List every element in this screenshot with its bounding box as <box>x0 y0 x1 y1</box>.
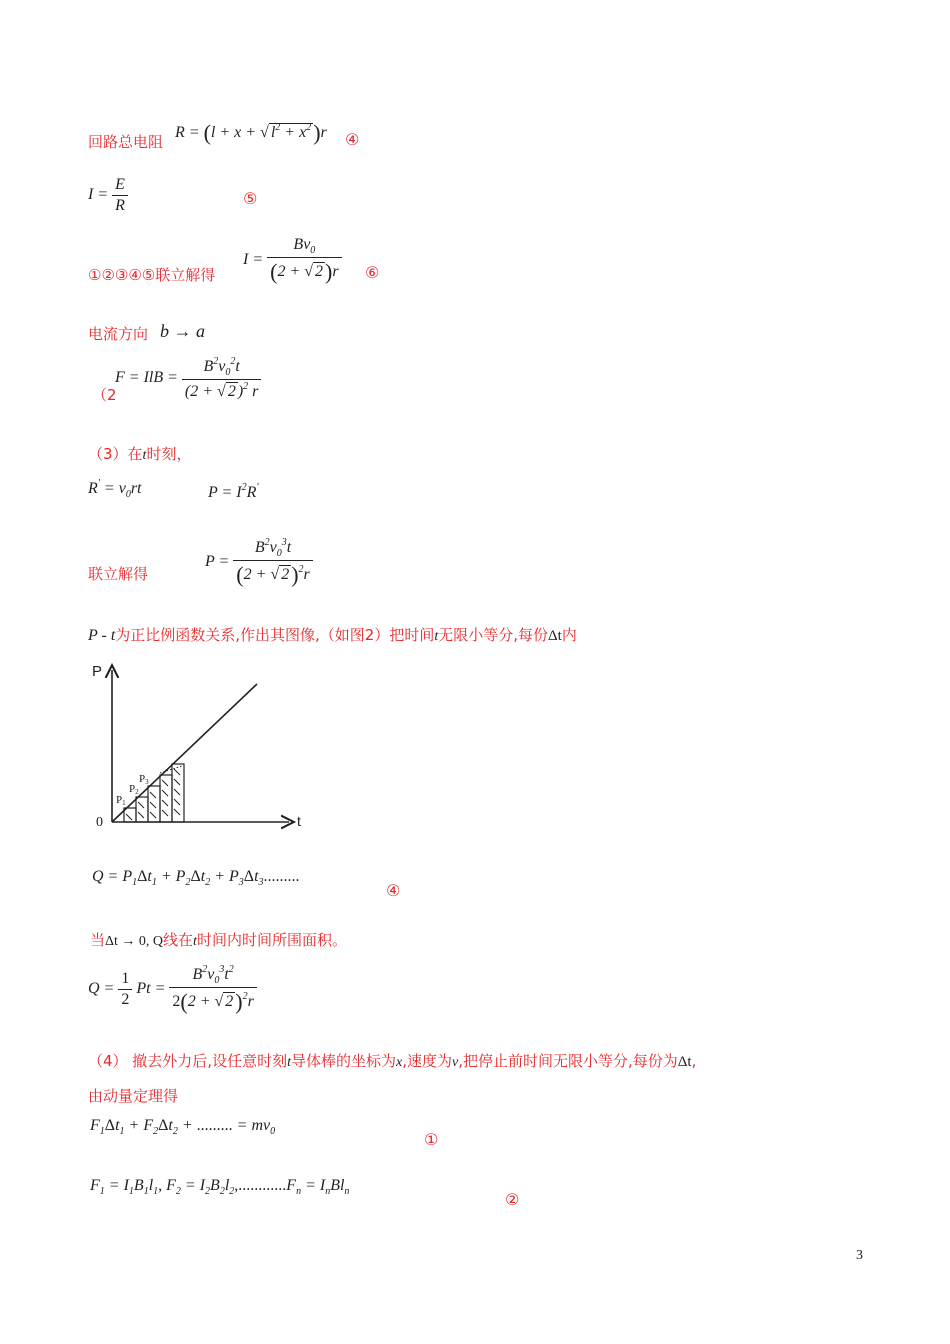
combined-solve-label: ①②③④⑤联立解得 <box>88 266 216 284</box>
power-solution-formula: P = $\frac{B^2v_0^3t}{(2 + √ 2)^2r}$ <box>205 537 313 588</box>
current-direction-formula: b → a <box>160 321 205 341</box>
page-number: 3 <box>856 1248 863 1263</box>
p1-label: P1 <box>116 794 126 807</box>
equation-mark-4b: ④ <box>386 881 401 900</box>
time-variable-4: t <box>287 1055 291 1070</box>
delta-t-variable: Δt <box>548 628 562 644</box>
graph-description-a: 为正比例函数关系,作出其图像,（如图2）把时间 <box>115 626 435 644</box>
part-3-text-b: 时刻， <box>146 445 192 463</box>
part-4-text-e: , <box>691 1052 697 1070</box>
bar-4 <box>160 775 172 822</box>
force-formula: F = IlB = $\frac{B^2v_0^2t}{(2 + √ 2 )^2 r}$ <box>115 356 261 401</box>
limit-description-c: 时间内时间所围面积。 <box>196 931 347 949</box>
part-4-text-d: ,把停止前时间无限小等分,每份为 <box>458 1052 678 1070</box>
heat-result-formula: Q = $\frac{1}{2}$ Pt = $\frac{B^2v_0^3t^2}{2(2 + √ 2)^2r}$ <box>88 964 257 1015</box>
equation-mark-4a: ④ <box>345 130 360 149</box>
equation-mark-5: ⑤ <box>243 189 258 208</box>
total-resistance-label: 回路总电阻 <box>88 133 164 151</box>
current-solution-formula: I = $\frac{Bv_0}{(2 + √ 2)r}$ <box>243 236 342 285</box>
r-equals: R = <box>175 124 200 141</box>
part-3-text <box>88 443 191 464</box>
graph-description-b: 无限小等分,每份 <box>438 626 549 644</box>
limit-description <box>90 929 347 950</box>
combined-solve-label-2: 联立解得 <box>88 565 149 583</box>
bar-1 <box>124 808 136 822</box>
delta-t-variable-2: Δt <box>677 1054 692 1070</box>
resistance-prime-formula: $R' = v_0rt$ <box>88 478 142 500</box>
part-4-text-c: ,速度为 <box>402 1052 452 1070</box>
force-series-formula: $F_1 = I_1B_1l_1$, $F_2 = I_2B_2l_2,............F_n = I_nBl_n$ <box>90 1177 350 1197</box>
total-resistance-formula: R = (l + x + √ $l^2 + x^2)r$ <box>175 120 327 145</box>
limit-variable: Δt → 0, Q <box>105 934 164 949</box>
limit-description-b: 线在 <box>163 931 194 949</box>
v-variable: v <box>452 1055 459 1070</box>
continuation-dots <box>160 766 182 773</box>
graph-description-c: 内 <box>561 626 577 644</box>
p2-label: P2 <box>129 783 139 796</box>
part-4-text <box>88 1050 696 1071</box>
limit-description-a: 当 <box>90 931 106 949</box>
time-variable-3: t <box>193 934 197 949</box>
current-formula: I = $\frac{E}{R}$ <box>88 176 128 215</box>
equation-mark-1: ① <box>424 1130 439 1149</box>
time-variable: t <box>142 448 147 463</box>
time-variable-2: t <box>434 629 439 644</box>
part-3-text-a: （3）在 <box>88 445 143 463</box>
impulse-sum-formula: $F_1\Delta t_1 + F_2\Delta t_2$ + ......... = $mv_0$ <box>90 1117 276 1137</box>
equation-mark-6: ⑥ <box>365 263 380 282</box>
momentum-theorem-label: 由动量定理得 <box>88 1087 179 1105</box>
x-variable: x <box>396 1055 403 1070</box>
y-axis-label: P <box>92 663 103 680</box>
part-4-text-a: （4） 撤去外力后,设任意时刻 <box>88 1052 288 1070</box>
equation-mark-2: ② <box>505 1190 520 1209</box>
p3-label: P3 <box>139 773 149 786</box>
bar-2 <box>136 797 148 822</box>
power-time-graph <box>86 656 326 836</box>
graph-description <box>88 624 577 645</box>
origin-label: 0 <box>96 815 103 830</box>
part-2-label: （2 <box>92 386 117 404</box>
current-direction-label: 电流方向 <box>88 325 149 343</box>
p-t-variable: P - t <box>88 627 116 644</box>
power-formula: $P = I^2R'$ <box>208 482 259 501</box>
heat-sum-formula: $Q = P_1\Delta t_1 + P_2\Delta t_2 + P_3\Delta t_3$......... <box>92 868 300 888</box>
part-4-text-b: 导体棒的坐标为 <box>290 1052 396 1070</box>
x-axis-label: t <box>297 813 301 829</box>
